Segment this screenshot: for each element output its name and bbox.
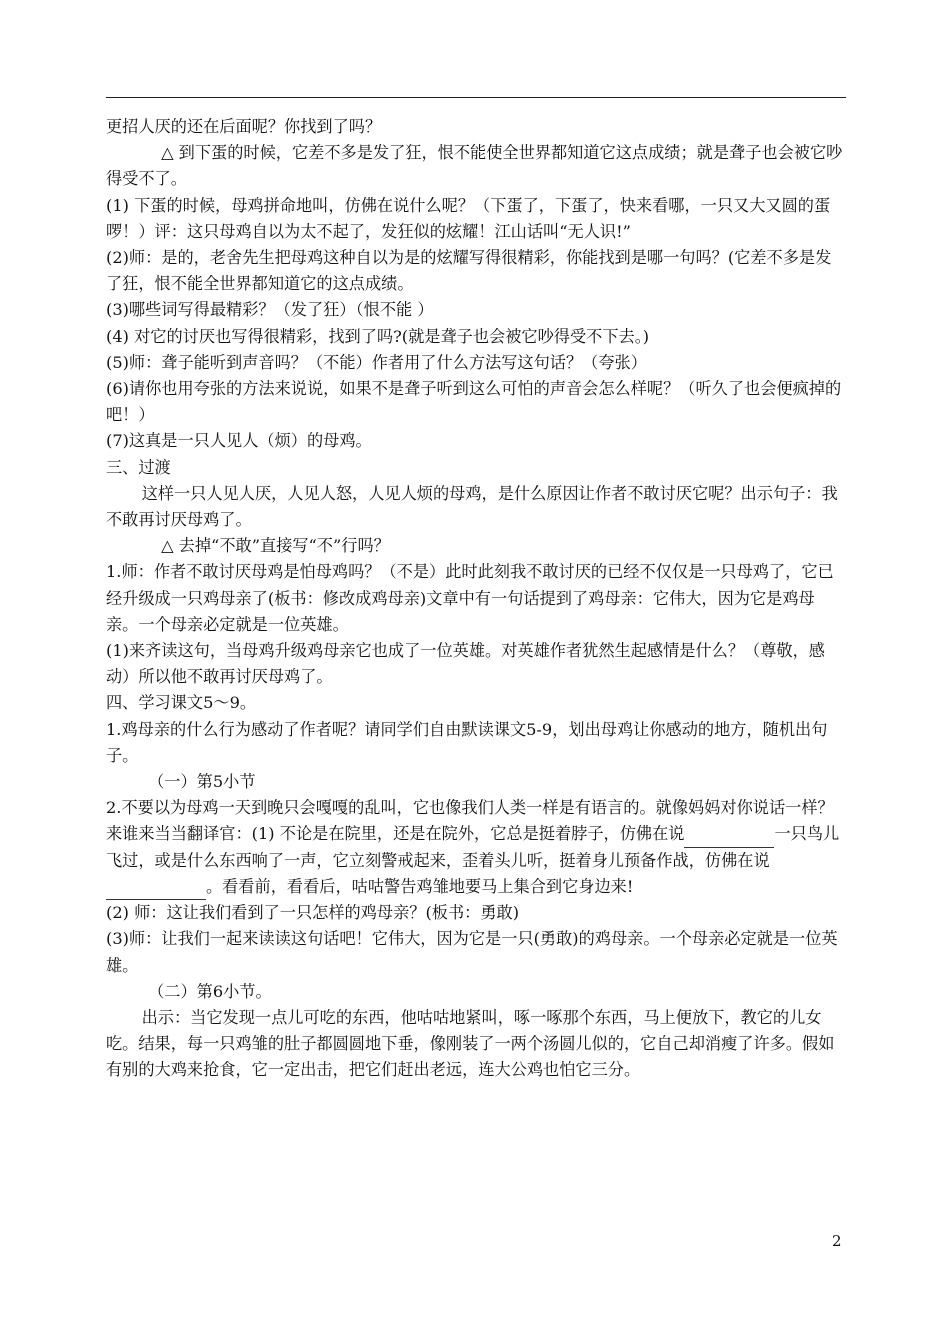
paragraph: (7)这真是一只人见人（烦）的母鸡。	[106, 431, 372, 451]
paragraph: 这样一只人见人厌，人见人怒，人见人烦的母鸡，是什么原因让作者不敢讨厌它呢？出示句子：我不敢再讨厌母鸡了。	[106, 483, 838, 530]
paragraph: 更招人厌的还在后面呢？你找到了吗？	[106, 117, 382, 136]
paragraph: (2)师：是的，老舍先生把母鸡这种自以为是的炫耀写得很精彩，你能找到是哪一句吗？(它差不多是发了狂，恨不能全世界都知道它的这点成绩。	[106, 248, 832, 294]
header-rule	[106, 97, 846, 98]
fill-blank	[106, 881, 206, 900]
paragraph: △ 到下蛋的时候，它差不多是发了狂，恨不能使全世界都知道它这点成绩；就是聋子也会被它吵得受不了。	[106, 143, 843, 189]
paragraph: (3)师：让我们一起来读读这句话吧！它伟大，因为它是一只(勇敢)的鸡母亲。一个母亲必定就是一位英雄。	[106, 929, 838, 975]
subsection-heading: （二）第6小节。	[148, 981, 272, 1001]
paragraph: (6)请你也用夸张的方法来说说，如果不是聋子听到这么可怕的声音会怎么样呢？（听久了也会便疯掉的吧！）	[106, 379, 842, 425]
paragraph: (1) 下蛋的时候，母鸡拼命地叫，仿佛在说什么呢？（下蛋了，下蛋了，快来看哪，一只又大又圆的蛋啰！）评：这只母鸡自以为太不起了，发狂似的炫耀！江山话叫“无人识!”	[106, 195, 831, 241]
paragraph: 1.师：作者不敢讨厌母鸡是怕母鸡吗？（不是）此时此刻我不敢讨厌的已经不仅仅是一只母鸡了，它已经升级成一只鸡母亲了(板书：修改成鸡母亲)文章中有一句话提到了鸡母亲：它伟大，因为它是鸡母亲。一个母亲必定就是一位英雄。	[106, 562, 834, 634]
paragraph: 1.鸡母亲的什么行为感动了作者呢？请同学们自由默读课文5-9，划出母鸡让你感动的地方，随机出句子。	[106, 719, 828, 765]
paragraph: (2) 师：这让我们看到了一只怎样的鸡母亲？(板书：勇敢)	[106, 903, 520, 923]
subsection-heading: （一）第5小节	[148, 772, 256, 792]
paragraph-with-blanks	[106, 795, 846, 900]
fill-blank	[684, 829, 774, 848]
paragraph: (1)来齐读这句，当母鸡升级鸡母亲它也成了一位英雄。对英雄作者犹然生起感情是什么？（尊敬，感动）所以他不敢再讨厌母鸡了。	[106, 641, 825, 687]
section-heading: 四、学习课文5～9。	[106, 693, 257, 713]
paragraph: (4) 对它的讨厌也写得很精彩，找到了吗?(就是聋子也会被它吵得受不下去。)	[106, 326, 650, 346]
text-segment: 一只鸟儿飞过，或是什么东西响了一声，它立刻警戒起来，歪着头儿听，挺着身儿预备作战，仿佛在说	[106, 824, 840, 870]
document-body	[106, 114, 846, 1084]
paragraph: (5)师：聋子能听到声音吗？（不能）作者用了什么方法写这句话？（夸张）	[106, 352, 647, 372]
text-segment: 2.不要以为母鸡一天到晚只会嘎嘎的乱叫，它也像我们人类一样是有语言的。就像妈妈对你说话一样？来谁来当当翻译官：(1) 不论是在院里，还是在院外，它总是挺着脖子，仿佛在说	[106, 798, 834, 844]
page-number: 2	[832, 1232, 842, 1250]
text-segment: 。看看前，看看后，咕咕警告鸡雏地要马上集合到它身边来!	[206, 876, 634, 896]
paragraph: △ 去掉“不敢”直接写“不”行吗？	[161, 536, 390, 556]
section-heading: 三、过渡	[106, 457, 171, 477]
paragraph: (3)哪些词写得最精彩？（发了狂）（恨不能 ）	[106, 300, 434, 320]
paragraph: 出示：当它发现一点儿可吃的东西，他咕咕地紧叫，啄一啄那个东西，马上便放下，教它的儿女吃。结果，每一只鸡雏的肚子都圆圆地下垂，像刚装了一两个汤圆儿似的，它自己却消瘦了许多。假如有别的大鸡来抢食，它一定出击，把它们赶出老远，连大公鸡也怕它三分。	[106, 1007, 835, 1080]
